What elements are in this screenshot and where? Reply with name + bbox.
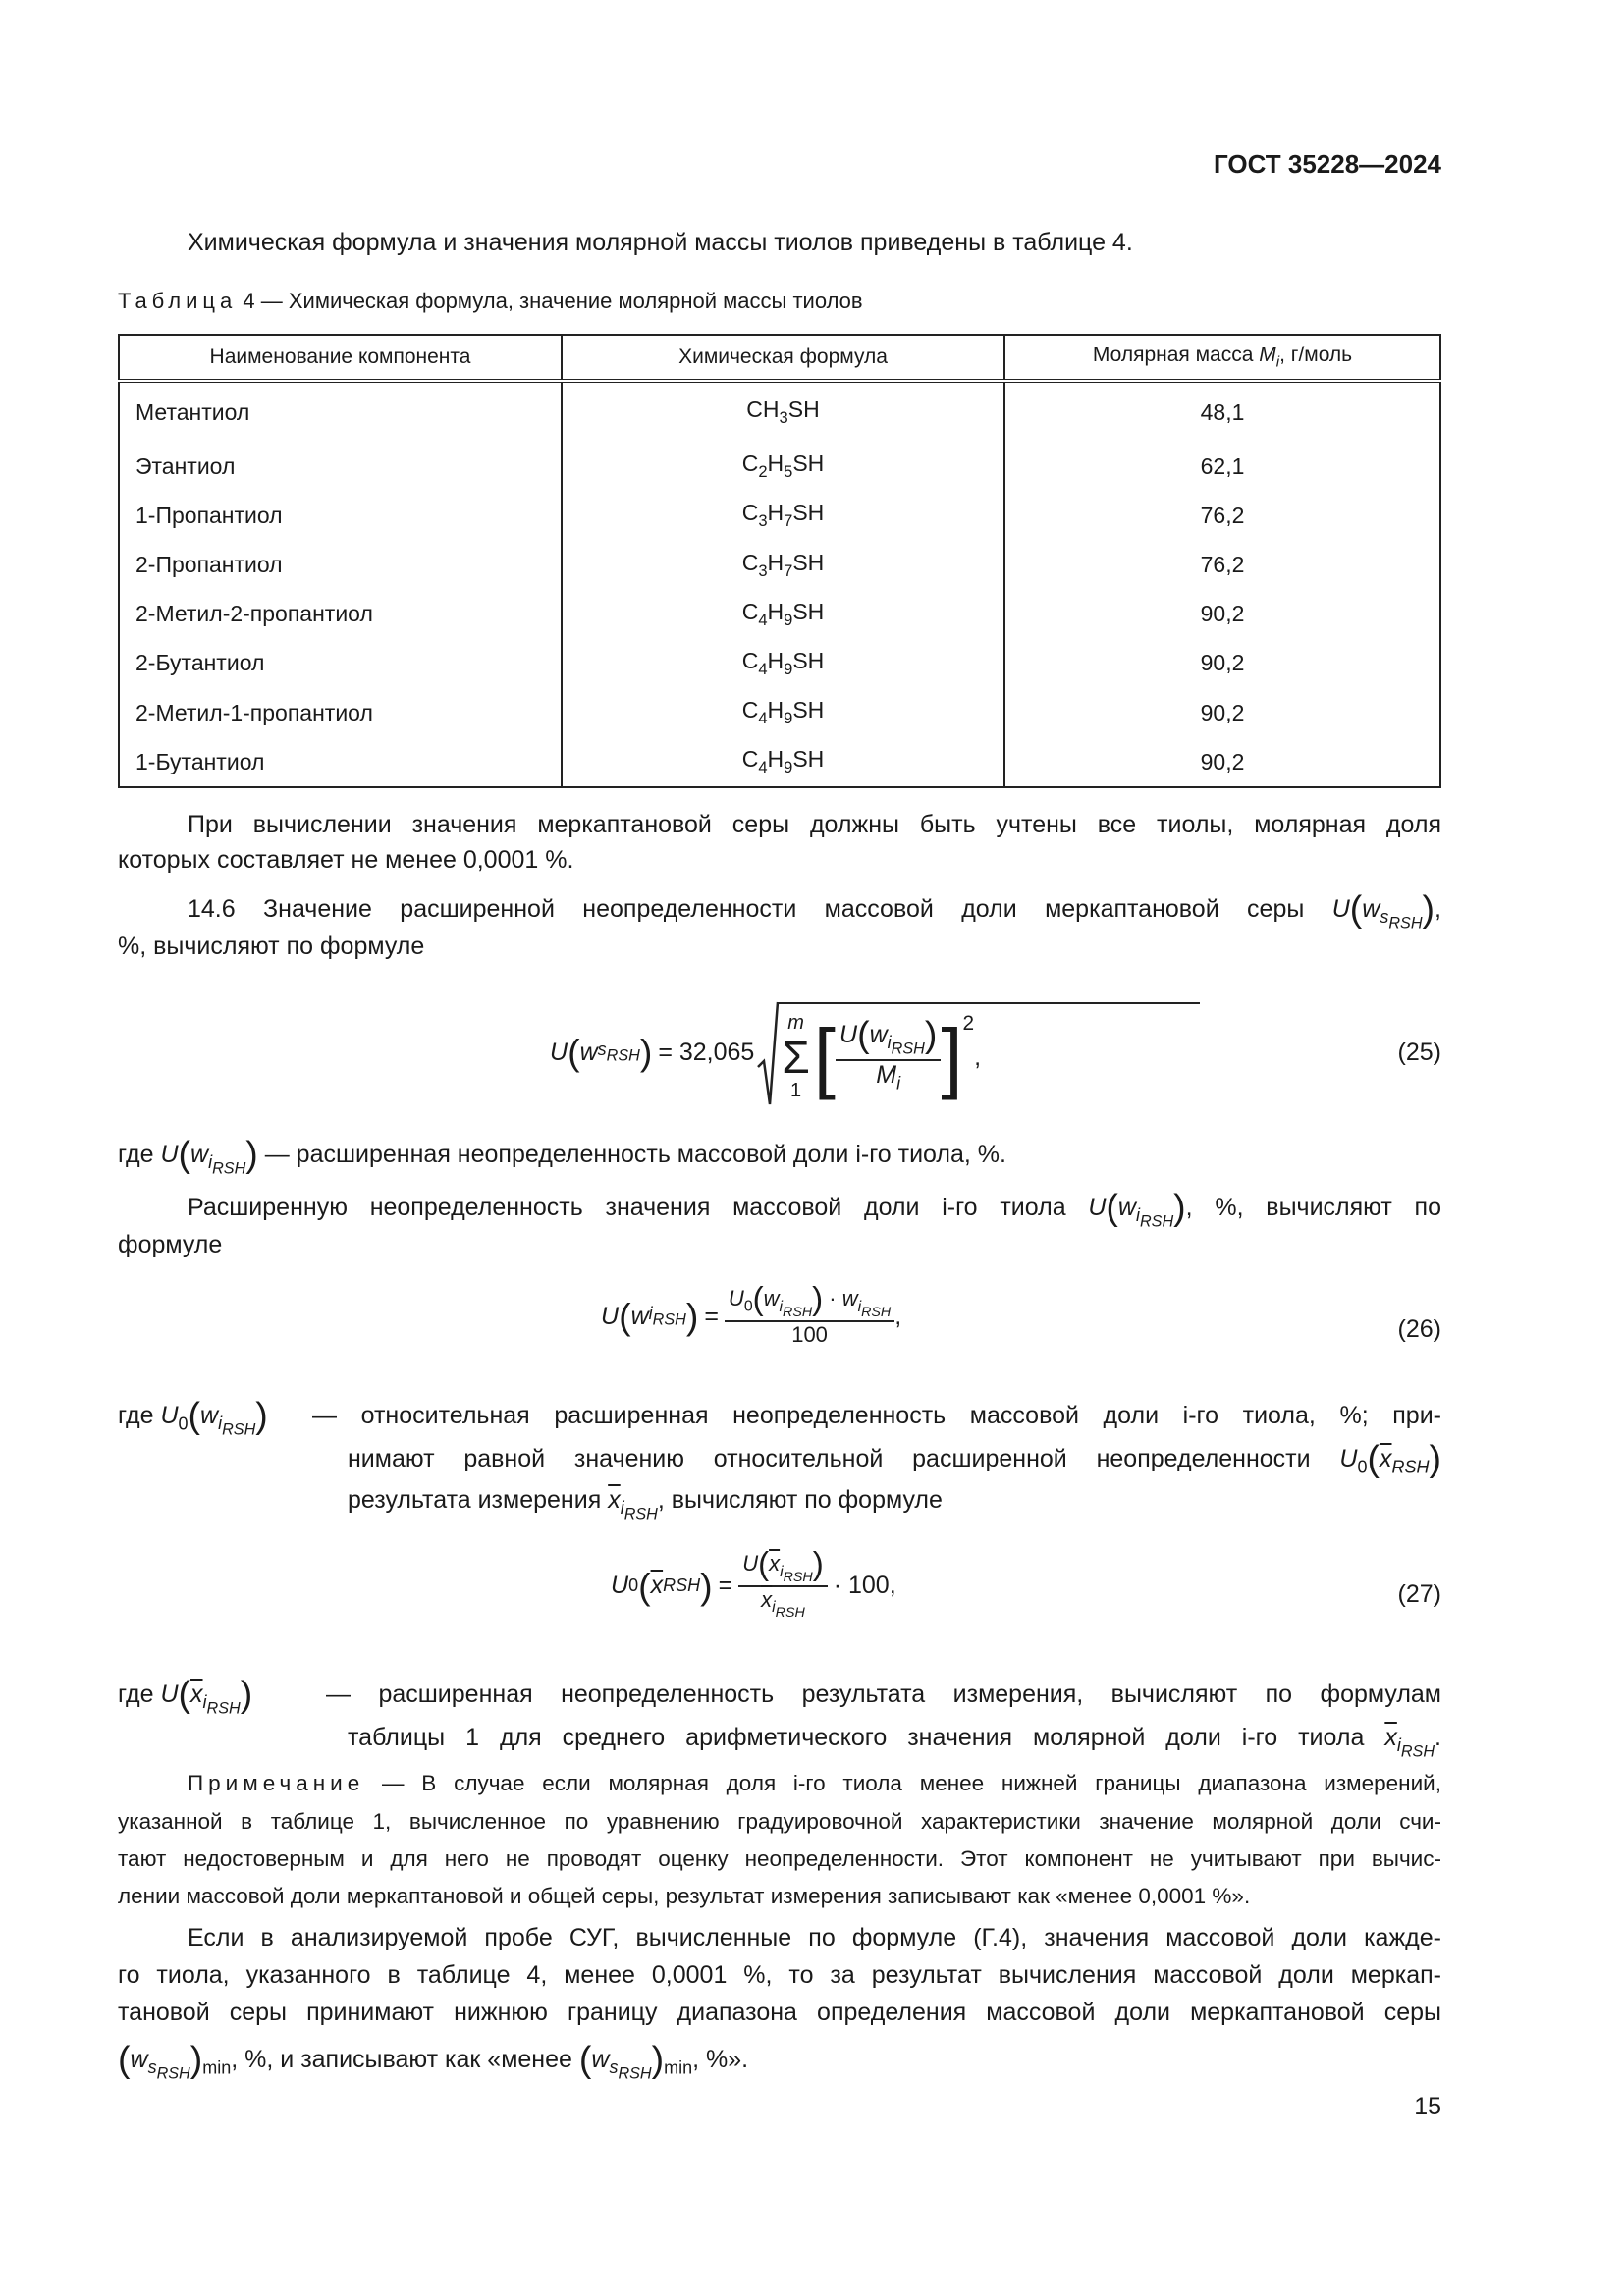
where-26-line2: нимают равной значению относительной расширенной неопределенности $U_0(\overline{x}_{RSH})$ (348, 1437, 1441, 1479)
cell-mass: 76,2 (1004, 540, 1440, 589)
para2-line2: формуле (118, 1231, 223, 1258)
table-row (119, 590, 1440, 639)
table-row (119, 688, 1440, 737)
para3-line2: го тиола, указанного в таблице 4, менее 0,0001 %, то за результат вычисления массовой доли меркап- (118, 1961, 1441, 1989)
cell-name: 1-Пропантиол (119, 491, 562, 540)
s146-line2: %, вычисляют по формуле (118, 933, 425, 960)
table-header-row (119, 335, 1440, 381)
para2-line1: Расширенную неопределенность значения массовой доли i-го тиола $U(w_{i_{RSH}})$, %, вычисляют по (188, 1186, 1441, 1231)
para3-line3: тановой серы принимают нижнюю границу диапазона определения массовой доли меркаптановой серы (118, 1999, 1441, 2026)
table-row (119, 381, 1440, 442)
intro-text: Химическая формула и значения молярной массы тиолов приведены в таблице 4. (188, 229, 1133, 256)
where-27-label: где $U(\overline{x}_{i_{RSH}})$ (118, 1673, 253, 1718)
table-row (119, 540, 1440, 589)
equation-number-27: (27) (1397, 1580, 1441, 1608)
cell-mass: 76,2 (1004, 491, 1440, 540)
cell-name: 1-Бутантиол (119, 737, 562, 787)
cell-name: 2-Метил-2-пропантиол (119, 590, 562, 639)
math-U-ws: $U(w_{s_{RSH}})$, (1331, 887, 1441, 933)
table-row (119, 737, 1440, 787)
cell-formula: $CH_3SH$ (562, 381, 1004, 442)
equation-number-26: (26) (1397, 1315, 1441, 1343)
para1-line1: При вычислении значения меркаптановой серы должны быть учтены все тиолы, молярная доля (188, 811, 1441, 838)
cell-formula: $C_4H_9SH$ (562, 737, 1004, 787)
cell-formula: $C_3H_7SH$ (562, 540, 1004, 589)
equation-number-25: (25) (1397, 1039, 1441, 1066)
where-25: где $U(w_{i_{RSH}})$ — расширенная неопределенность массовой доли i-го тиола, %. (118, 1133, 1006, 1178)
formula-27: U 0 ( $\overline{x}$ RSH ) = $\frac{U(\overline{x}_{i_{RSH}})}{\overline{x}_{i_{RSH}}}$ · 100, (611, 1544, 896, 1622)
note-line2: указанной в таблице 1, вычисленное по уравнению градуировочной характеристики значение молярной доли счи- (118, 1809, 1441, 1834)
cell-name: Этантиол (119, 442, 562, 491)
note-line3: тают недостоверным и для него не проводят оценку неопределенности. Этот компонент не учитывают при вычис- (118, 1846, 1441, 1871)
cell-formula: $C_3H_7SH$ (562, 491, 1004, 540)
header-formula: Химическая формула (562, 335, 1004, 381)
cell-name: 2-Пропантиол (119, 540, 562, 589)
caption-label: Таблица (118, 289, 238, 313)
note-line1: Примечание — В случае если молярная доля i-го тиола менее нижней границы диапазона измерений, (188, 1771, 1441, 1795)
cell-name: 2-Метил-1-пропантиол (119, 688, 562, 737)
header-name: Наименование компонента (119, 335, 562, 381)
thiols-table (118, 334, 1441, 788)
cell-mass: 90,2 (1004, 639, 1440, 688)
note-line4: лении массовой доли меркаптановой и общей серы, результат измерения записывают как «менее 0,0001 %». (118, 1884, 1251, 1908)
para3-line4: $(w_{s_{RSH}})_{min}$, %, и записывают как «менее $(w_{s_{RSH}})_{min}$, %». (118, 2038, 749, 2083)
cell-mass: 90,2 (1004, 590, 1440, 639)
cell-formula: $C_4H_9SH$ (562, 688, 1004, 737)
table-caption (118, 289, 863, 314)
cell-mass: 62,1 (1004, 442, 1440, 491)
where-26-line3: результата измерения $\overline{x}_{i_{RSH}}$, вычисляют по формуле (348, 1486, 943, 1523)
cell-formula: $C_4H_9SH$ (562, 639, 1004, 688)
where-26-label: где $U_0(w_{i_{RSH}})$ (118, 1394, 268, 1439)
para1-line2: которых составляет не менее 0,0001 %. (118, 846, 574, 874)
table-row (119, 491, 1440, 540)
cell-mass: 90,2 (1004, 688, 1440, 737)
cell-mass: 48,1 (1004, 381, 1440, 442)
where-27-line1: — расширенная неопределенность результата измерения, вычисляют по формулам (326, 1681, 1441, 1708)
para3-line1: Если в анализируемой пробе СУГ, вычисленные по формуле (Г.4), значения массовой доли кажде- (188, 1924, 1441, 1951)
cell-mass: 90,2 (1004, 737, 1440, 787)
s146-line1: 14.6 Значение расширенной неопределенности массовой доли меркаптановой серы $U(w_{s_{RSH}})$, (188, 887, 1441, 933)
page-number: 15 (1414, 2093, 1441, 2120)
sqrt-icon (756, 998, 780, 1106)
formula-25: U ( w $s_{RSH}$ ) = 32,065 m Σ 1 [ $\frac{U(w_{i_{RSH}})}{M_i}$ ] $^2$ , (550, 993, 1200, 1111)
where-26-line1: — относительная расширенная неопределенность массовой доли i-го тиола, %; при- (312, 1402, 1441, 1429)
header-mass: Молярная масса $M_i$, г/моль (1004, 335, 1440, 381)
document-id: ГОСТ 35228—2024 (1214, 149, 1441, 179)
cell-formula: $C_2H_5SH$ (562, 442, 1004, 491)
cell-name: Метантиол (119, 381, 562, 442)
where-27-line2: таблицы 1 для среднего арифметического значения молярной доли i-го тиола $\overline{x}_{i_{RSH}}$. (348, 1724, 1441, 1761)
formula-26: U ( w $i_{RSH}$ ) = $\frac{U_0(w_{i_{RSH}}) \cdot w_{i_{RSH}}}{100}$ , (601, 1279, 902, 1347)
caption-text: 4 — Химическая формула, значение молярной массы тиолов (243, 289, 863, 313)
table-row (119, 442, 1440, 491)
cell-formula: $C_4H_9SH$ (562, 590, 1004, 639)
table-row (119, 639, 1440, 688)
cell-name: 2-Бутантиол (119, 639, 562, 688)
